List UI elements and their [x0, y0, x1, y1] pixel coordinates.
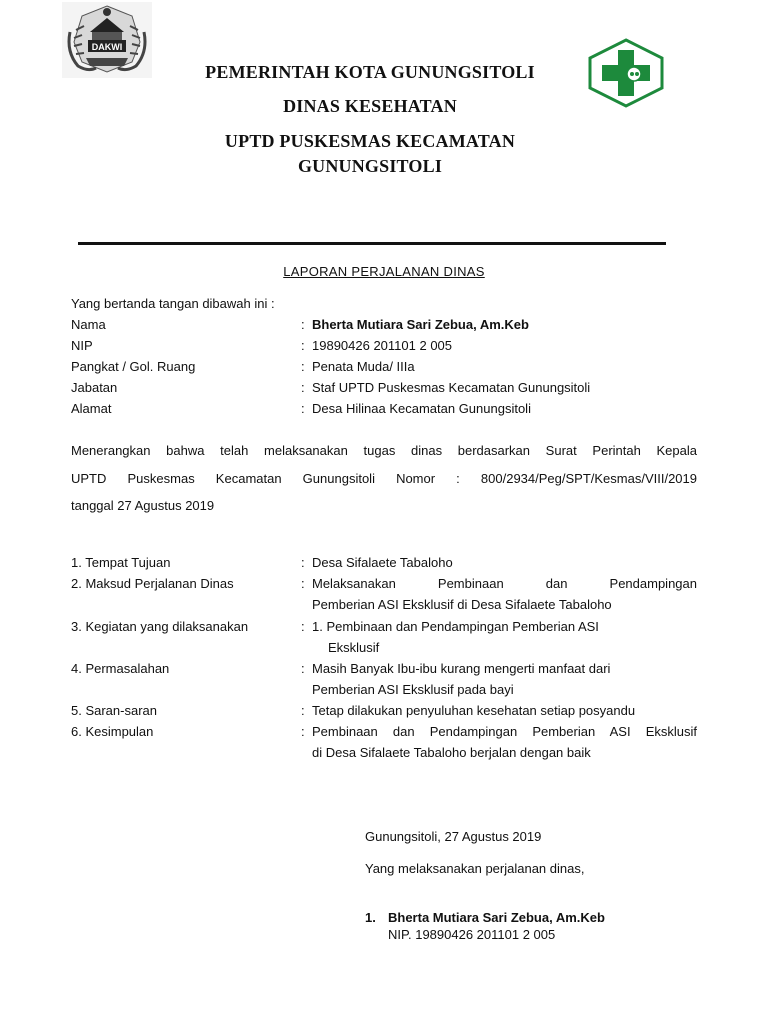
identity-value-rank: Penata Muda/ IIIa — [312, 359, 415, 374]
identity-label: Nama — [71, 317, 106, 332]
signature-number: 1. — [365, 910, 376, 925]
report-item-value: di Desa Sifalaete Tabaloho berjalan dengan baik — [312, 745, 591, 760]
statement-paragraph-line: tanggal 27 Agustus 2019 — [71, 498, 215, 513]
report-item-value: Desa Sifalaete Tabaloho — [312, 555, 453, 570]
identity-value-name: Bherta Mutiara Sari Zebua, Am.Keb — [312, 317, 529, 332]
report-item-value: Tetap dilakukan penyuluhan kesehatan setiap posyandu — [312, 703, 636, 718]
identity-value-position: Staf UPTD Puskesmas Kecamatan Gunungsitoli — [312, 380, 591, 395]
report-item-value: Pemberian ASI Eksklusif di Desa Sifalaete Tabaloho — [312, 597, 612, 612]
report-item-colon: : — [301, 703, 305, 718]
signature-nip: NIP. 19890426 201101 2 005 — [388, 927, 556, 942]
report-title: LAPORAN PERJALANAN DINAS — [283, 264, 485, 279]
report-item-colon: : — [301, 576, 305, 591]
report-item-value: 1. Pembinaan dan Pendampingan Pemberian ASI — [312, 619, 599, 634]
signature-caption: Yang melaksanakan perjalanan dinas, — [365, 861, 585, 876]
identity-colon: : — [301, 317, 305, 332]
statement-paragraph-line: Menerangkan bahwa telah melaksanakan tugas dinas berdasarkan Surat Perintah Kepala — [71, 443, 697, 458]
report-item-colon: : — [301, 555, 305, 570]
puskesmas-logo — [588, 38, 664, 108]
signature-name: Bherta Mutiara Sari Zebua, Am.Keb — [388, 910, 605, 925]
identity-label: Alamat — [71, 401, 112, 416]
header-unit-city: GUNUNGSITOLI — [297, 156, 443, 176]
header-government: PEMERINTAH KOTA GUNUNGSITOLI — [205, 62, 535, 82]
statement-paragraph-line: UPTD Puskesmas Kecamatan Gunungsitoli Nomor : 800/2934/Peg/SPT/Kesmas/VIII/2019 — [71, 471, 697, 486]
city-emblem-logo — [62, 2, 152, 78]
signature-place-date: Gunungsitoli, 27 Agustus 2019 — [365, 829, 542, 844]
report-item-label: 1. Tempat Tujuan — [71, 555, 171, 570]
header-unit: UPTD PUSKESMAS KECAMATAN — [224, 131, 516, 151]
identity-label: Pangkat / Gol. Ruang — [71, 359, 196, 374]
identity-colon: : — [301, 401, 305, 416]
identity-value-nip: 19890426 201101 2 005 — [312, 338, 453, 353]
identity-colon: : — [301, 380, 305, 395]
report-item-label: 4. Permasalahan — [71, 661, 170, 676]
report-item-label: 3. Kegiatan yang dilaksanakan — [71, 619, 249, 634]
report-item-value: Masih Banyak Ibu-ibu kurang mengerti manfaat dari — [312, 661, 611, 676]
intro-text: Yang bertanda tangan dibawah ini : — [71, 296, 275, 311]
header-department: DINAS KESEHATAN — [283, 96, 457, 116]
report-item-label: 6. Kesimpulan — [71, 724, 154, 739]
identity-colon: : — [301, 359, 305, 374]
report-item-colon: : — [301, 619, 305, 634]
report-item-value: Eksklusif — [328, 640, 380, 655]
identity-value-address: Desa Hilinaa Kecamatan Gunungsitoli — [312, 401, 531, 416]
header-divider — [78, 242, 666, 245]
identity-label: NIP — [71, 338, 93, 353]
identity-colon: : — [301, 338, 305, 353]
report-item-colon: : — [301, 661, 305, 676]
emblem-text: DAKWI — [91, 42, 123, 52]
report-item-label: 2. Maksud Perjalanan Dinas — [71, 576, 234, 591]
report-item-value: Melaksanakan Pembinaan dan Pendampingan — [312, 576, 697, 591]
report-item-value: Pembinaan dan Pendampingan Pemberian ASI Eksklusif — [312, 724, 697, 739]
report-item-value: Pemberian ASI Eksklusif pada bayi — [312, 682, 514, 697]
report-item-colon: : — [301, 724, 305, 739]
identity-label: Jabatan — [71, 380, 118, 395]
report-item-label: 5. Saran-saran — [71, 703, 157, 718]
